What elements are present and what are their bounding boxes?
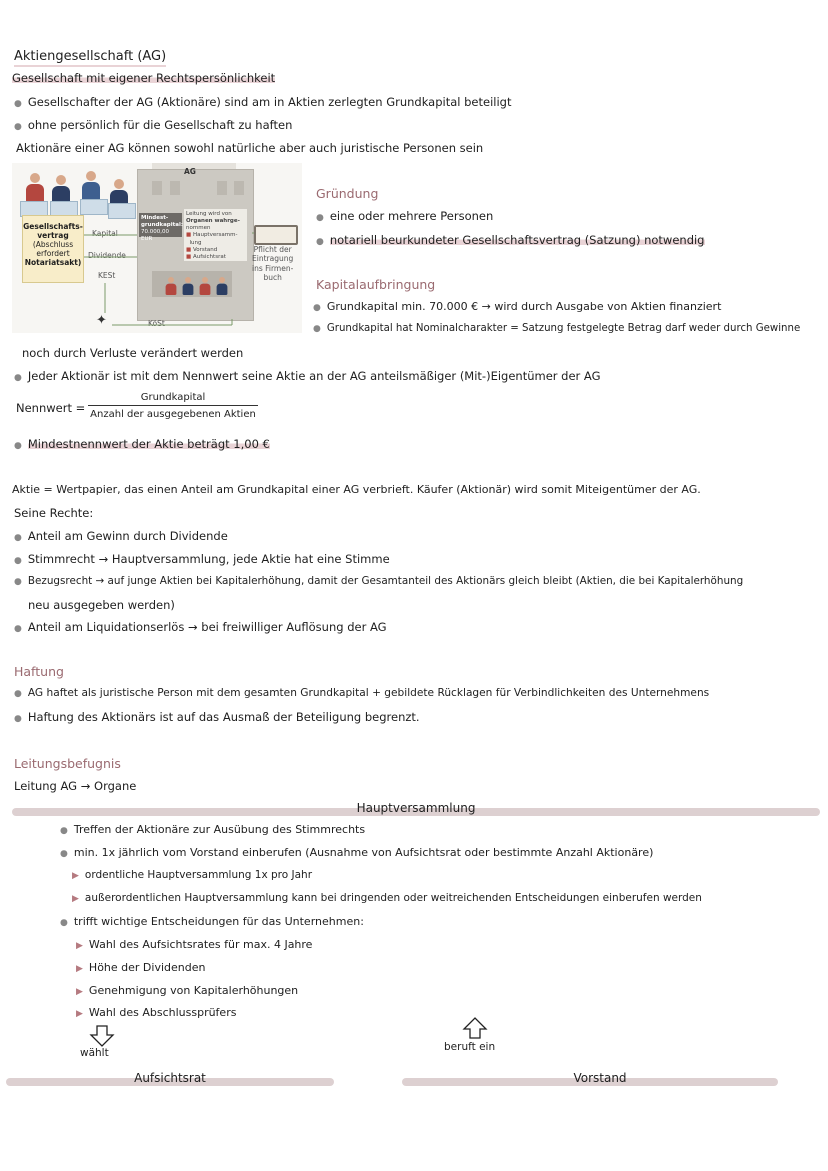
hv-sub-6 <box>76 1006 236 1020</box>
hv-bullet-text: Treffen der Aktionäre zur Ausübung des Stimmrechts <box>73 823 366 836</box>
kapital-bullet-text: Mindestnennwert der Aktie beträgt 1,00 € <box>27 437 270 451</box>
intro-line-text: Gesellschaft mit eigener Rechtspersönlichkeit <box>12 71 276 85</box>
rechte-item-text: Bezugsrecht → auf junge Aktien bei Kapitalerhöhung, damit der Gesamtanteil des Aktionärs gleich bleibt (Aktien, die bei Kapitalerhöhung <box>27 575 744 587</box>
leitung-line: Hauptversamm- <box>192 232 238 239</box>
formula-denominator: Anzahl der ausgegebenen Aktien <box>90 409 256 420</box>
leitung-heading: Leitungsbefugnis <box>14 756 121 771</box>
ag-diagram <box>12 163 302 333</box>
haftung-bullet-text: AG haftet als juristische Person mit dem gesamten Grundkapital + gebildete Rücklagen für Verbindlichkeiten des Unternehmens <box>27 687 710 699</box>
vorstand-label <box>402 1071 798 1085</box>
bullet-icon: ● <box>60 918 68 928</box>
pflicht-line: Pflicht der <box>253 245 292 254</box>
kapital-bullet-2-cont: noch durch Verluste verändert werden <box>22 346 244 360</box>
hv-sub-text: Höhe der Dividenden <box>88 961 206 974</box>
up-arrow-icon <box>461 1016 489 1040</box>
hv-sub-text: Wahl des Abschlussprüfers <box>88 1006 237 1019</box>
bullet-icon: ● <box>14 122 22 132</box>
leitung-line: Vorstand <box>192 246 218 253</box>
gruendung-heading: Gründung <box>316 186 379 201</box>
hauptversammlung-label <box>12 801 820 815</box>
rechte-item-1 <box>14 529 228 544</box>
gruendung-bullet-text: eine oder mehrere Personen <box>329 209 494 223</box>
intro-bullet-text: Gesellschafter der AG (Aktionäre) sind am in Aktien zerlegten Grundkapital beteiligt <box>27 95 512 109</box>
rechte-label: Seine Rechte: <box>14 506 94 520</box>
leitung-line: nommen <box>186 225 211 232</box>
hv-sub-4 <box>76 961 205 975</box>
triangle-icon: ▶ <box>76 1009 83 1019</box>
hv-bullet-2 <box>60 846 653 860</box>
haftung-heading: Haftung <box>14 664 64 679</box>
beruft-ein-label: beruft ein <box>444 1041 496 1053</box>
hv-sub-text: Wahl des Aufsichtsrates für max. 4 Jahre <box>88 938 313 951</box>
rechte-item-4 <box>14 620 387 635</box>
intro-bullet-text: ohne persönlich für die Gesellschaft zu haften <box>27 118 293 132</box>
rechte-item-3-cont: neu ausgegeben werden) <box>28 598 175 612</box>
haftung-bullet-2 <box>14 710 420 725</box>
hv-bullet-1 <box>60 823 365 837</box>
intro-bullet-2 <box>14 118 292 133</box>
bullet-icon: ● <box>313 303 321 313</box>
bullet-icon: ● <box>14 556 22 566</box>
diagram-arrows <box>12 163 302 333</box>
kapital-bullet-4 <box>14 437 270 452</box>
vertrag-line: erfordert <box>36 249 70 258</box>
bullet-icon: ● <box>14 714 22 724</box>
hv-sub-text: ordentliche Hauptversammlung 1x pro Jahr <box>84 869 313 881</box>
haftung-bullet-text: Haftung des Aktionärs ist auf das Ausmaß der Beteiligung begrenzt. <box>27 710 420 724</box>
hv-sub-1 <box>72 869 312 882</box>
aufsichtsrat-label-text: Aufsichtsrat <box>134 1071 206 1085</box>
bullet-icon: ● <box>316 213 324 223</box>
hv-sub-text: außerordentlichen Hauptversammlung kann bei dringenden oder weitreichenden Entscheidungen einberufen werden <box>84 892 702 904</box>
hv-bullet-text: min. 1x jährlich vom Vorstand einberufen (Ausnahme von Aufsichtsrat oder bestimmte Anzahl Aktionäre) <box>73 846 654 859</box>
bullet-icon: ● <box>14 373 22 383</box>
square-icon: ■ <box>186 246 192 253</box>
intro-line-2: Aktionäre einer AG können sowohl natürliche aber auch juristische Personen sein <box>16 141 484 155</box>
kest-label: KESt <box>98 271 116 280</box>
intro-line <box>12 71 275 85</box>
triangle-icon: ▶ <box>76 987 83 997</box>
aktie-definition: Aktie = Wertpapier, das einen Anteil am Grundkapital einer AG verbrieft. Käufer (Aktionär) wird somit Miteigentümer der AG. <box>12 483 701 496</box>
rechte-item-2 <box>14 552 390 567</box>
vertrag-line: (Abschluss <box>32 240 74 249</box>
vertrag-line: vertrag <box>37 231 69 240</box>
pflicht-line: Eintragung <box>252 254 294 264</box>
aufsichtsrat-label <box>6 1071 334 1085</box>
bullet-icon: ● <box>14 577 22 587</box>
kapbox-line: 70.000,00 EUR <box>141 228 169 242</box>
square-icon: ■ <box>186 232 192 239</box>
kapbox-line: Mindest- <box>141 215 169 221</box>
hv-bullet-text: trifft wichtige Entscheidungen für das Unternehmen: <box>73 915 364 928</box>
rechte-item-text: Stimmrecht → Hauptversammlung, jede Aktie hat eine Stimme <box>27 552 390 566</box>
bullet-icon: ● <box>60 826 68 836</box>
eagle-icon: ✦ <box>96 313 107 328</box>
formula-numerator: Grundkapital <box>88 392 258 406</box>
leitung-line: Leitung AG → Organe <box>14 779 137 793</box>
vorstand-label-text: Vorstand <box>573 1071 627 1085</box>
kapital-bullet-text: Grundkapital min. 70.000 € → wird durch Ausgabe von Aktien finanziert <box>326 300 722 313</box>
leitung-line: Leitung wird von <box>186 211 232 217</box>
triangle-icon: ▶ <box>72 871 79 881</box>
bullet-icon: ● <box>14 533 22 543</box>
formula-label: Nennwert = <box>16 401 86 415</box>
rechte-item-text: Anteil am Liquidationserlös → bei freiwilliger Auflösung der AG <box>27 620 387 634</box>
rechte-item-text: Anteil am Gewinn durch Dividende <box>27 529 228 543</box>
dividende-label: Dividende <box>88 251 126 260</box>
leitung-line: Organen wahrge- <box>186 218 240 225</box>
kapital-bullet-2 <box>313 323 800 336</box>
ag-label: AG <box>184 167 196 176</box>
bullet-icon: ● <box>14 624 22 634</box>
vertrag-line: Gesellschafts- <box>23 222 83 231</box>
vertrag-line: Notariatsakt) <box>24 258 82 267</box>
rechte-item-3 <box>14 575 743 588</box>
hv-bullet-3 <box>60 915 364 929</box>
intro-bullet-1 <box>14 95 511 110</box>
bullet-icon: ● <box>14 689 22 699</box>
bullet-icon: ● <box>60 849 68 859</box>
haftung-bullet-1 <box>14 687 709 700</box>
hv-sub-text: Genehmigung von Kapitalerhöhungen <box>88 984 299 997</box>
hv-sub-3 <box>76 938 312 952</box>
pflicht-line: buch <box>263 273 282 283</box>
hauptversammlung-label-text: Hauptversammlung <box>356 801 476 815</box>
triangle-icon: ▶ <box>76 964 83 974</box>
waehlt-label: wählt <box>80 1047 109 1059</box>
bullet-icon: ● <box>14 99 22 109</box>
leitung-line: lung <box>189 239 202 246</box>
leitung-line: Aufsichtsrat <box>192 253 226 260</box>
triangle-icon: ▶ <box>76 941 83 951</box>
gruendung-bullet-text: notariell beurkundeter Gesellschaftsvertrag (Satzung) notwendig <box>329 233 705 247</box>
koest-label: KöSt <box>148 319 165 328</box>
kapital-bullet-3 <box>14 369 600 384</box>
gruendung-bullet-1 <box>316 209 493 224</box>
kapital-bullet-1 <box>313 300 721 314</box>
bullet-icon: ● <box>313 324 321 334</box>
hv-sub-2 <box>72 892 702 905</box>
bullet-icon: ● <box>14 441 22 451</box>
gruendung-bullet-2 <box>316 233 705 248</box>
page-title: Aktiengesellschaft (AG) <box>14 49 166 67</box>
kapital-heading: Kapitalaufbringung <box>316 277 436 292</box>
kapbox-line: grundkapital: <box>141 221 184 228</box>
hv-sub-5 <box>76 984 298 998</box>
pflicht-line: ins Firmen- <box>252 263 294 273</box>
kapital-label: Kapital <box>92 229 118 238</box>
kapital-bullet-text: Grundkapital hat Nominalcharakter = Satzung festgelegte Betrag darf weder durch Gewinne <box>326 323 801 334</box>
bullet-icon: ● <box>316 237 324 247</box>
down-arrow-icon <box>88 1024 116 1048</box>
kapital-bullet-text: Jeder Aktionär ist mit dem Nennwert seine Aktie an der AG anteilsmäßiger (Mit-)Eigentümer der AG <box>27 369 601 383</box>
square-icon: ■ <box>186 253 192 260</box>
triangle-icon: ▶ <box>72 894 79 904</box>
